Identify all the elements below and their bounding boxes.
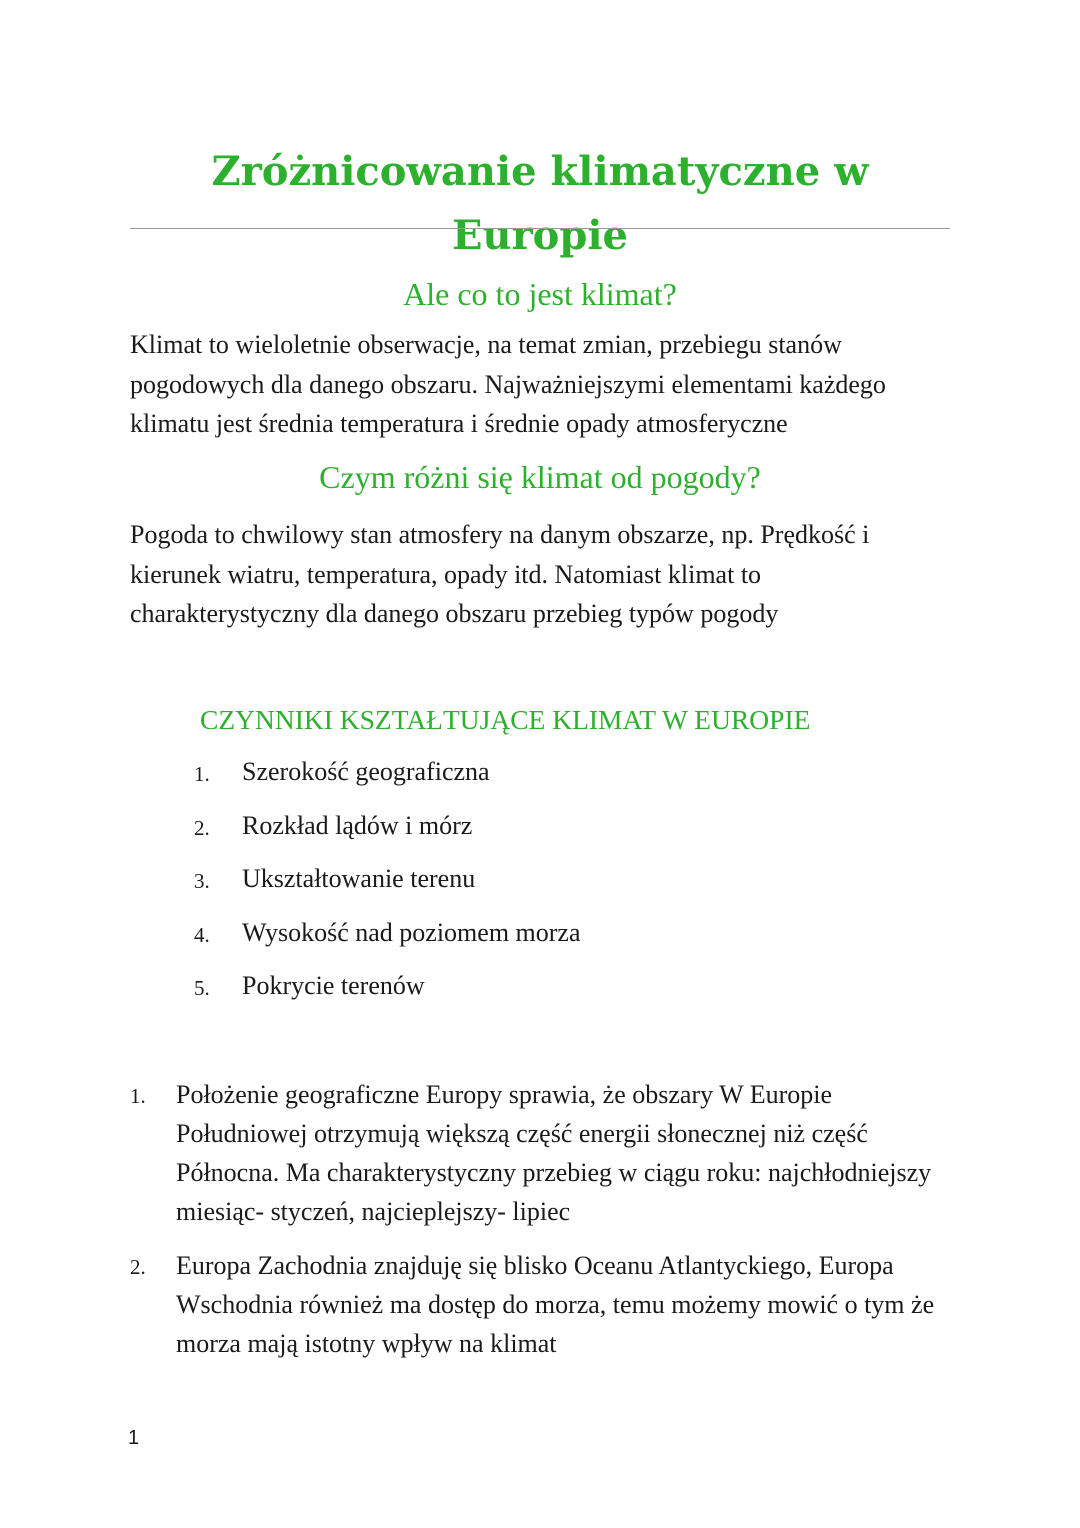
list-item-number: 1. bbox=[194, 762, 210, 786]
list-item-number: 5. bbox=[194, 976, 210, 1000]
factors-list bbox=[190, 752, 581, 1020]
explanation-item bbox=[126, 1075, 956, 1231]
list-item-number: 2. bbox=[194, 815, 210, 840]
explanation-item-number: 2. bbox=[130, 1255, 146, 1279]
section-heading-climate-vs-weather: Czym różni się klimat od pogody? bbox=[319, 459, 761, 495]
list-item bbox=[190, 966, 581, 1020]
list-item-text: Rozkład lądów i mórz bbox=[242, 810, 473, 840]
section-heading-climate: Ale co to jest klimat? bbox=[403, 276, 677, 312]
list-item-number: 4. bbox=[194, 922, 210, 947]
explanation-item-text: Europa Zachodnia znajduję się blisko Oceanu Atlantyckiego, Europa Wschodnia również ma dostęp do morza, temu możemy mowić o tym że morza mają istotny wpływ na klimat bbox=[176, 1251, 935, 1358]
list-item bbox=[190, 752, 581, 806]
list-item-number: 3. bbox=[194, 869, 210, 893]
list-item bbox=[190, 859, 581, 913]
title-divider bbox=[130, 228, 950, 229]
page-number: 1 bbox=[128, 1427, 140, 1449]
list-item-text: Wysokość nad poziomem morza bbox=[242, 917, 581, 947]
factors-heading: CZYNNIKI KSZTAŁTUJĄCE KLIMAT W EUROPIE bbox=[200, 704, 811, 735]
explanation-item-number: 1. bbox=[130, 1084, 146, 1108]
explanation-item bbox=[126, 1246, 956, 1363]
list-item bbox=[190, 806, 581, 860]
list-item-text: Ukształtowanie terenu bbox=[242, 864, 476, 893]
page-title: Zróżnicowanie klimatyczne w Europie bbox=[211, 148, 869, 259]
list-item-text: Pokrycie terenów bbox=[242, 971, 425, 1000]
explanation-item-text: Położenie geograficzne Europy sprawia, że obszary W Europie Południowej otrzymują większą część energii słonecznej niż część Północna. Ma charakterystyczny przebieg w ciągu roku: najchłodniejszy miesiąc- styczeń, najcieplejszy- lipiec bbox=[176, 1080, 932, 1226]
list-item-text: Szerokość geograficzna bbox=[242, 757, 490, 786]
paragraph-climate-definition: Klimat to wieloletnie obserwacje, na temat zmian, przebiegu stanów pogodowych dla danego obszaru. Najważniejszymi elementami każdego klimatu jest średnia temperatura i średnie opady atmosferyczne bbox=[130, 330, 886, 438]
explanation-list bbox=[126, 1075, 956, 1378]
paragraph-weather-definition: Pogoda to chwilowy stan atmosfery na danym obszarze, np. Prędkość i kierunek wiatru, temperatura, opady itd. Natomiast klimat to charakterystyczny dla danego obszaru przebieg typów pogody bbox=[130, 520, 870, 628]
list-item bbox=[190, 913, 581, 967]
